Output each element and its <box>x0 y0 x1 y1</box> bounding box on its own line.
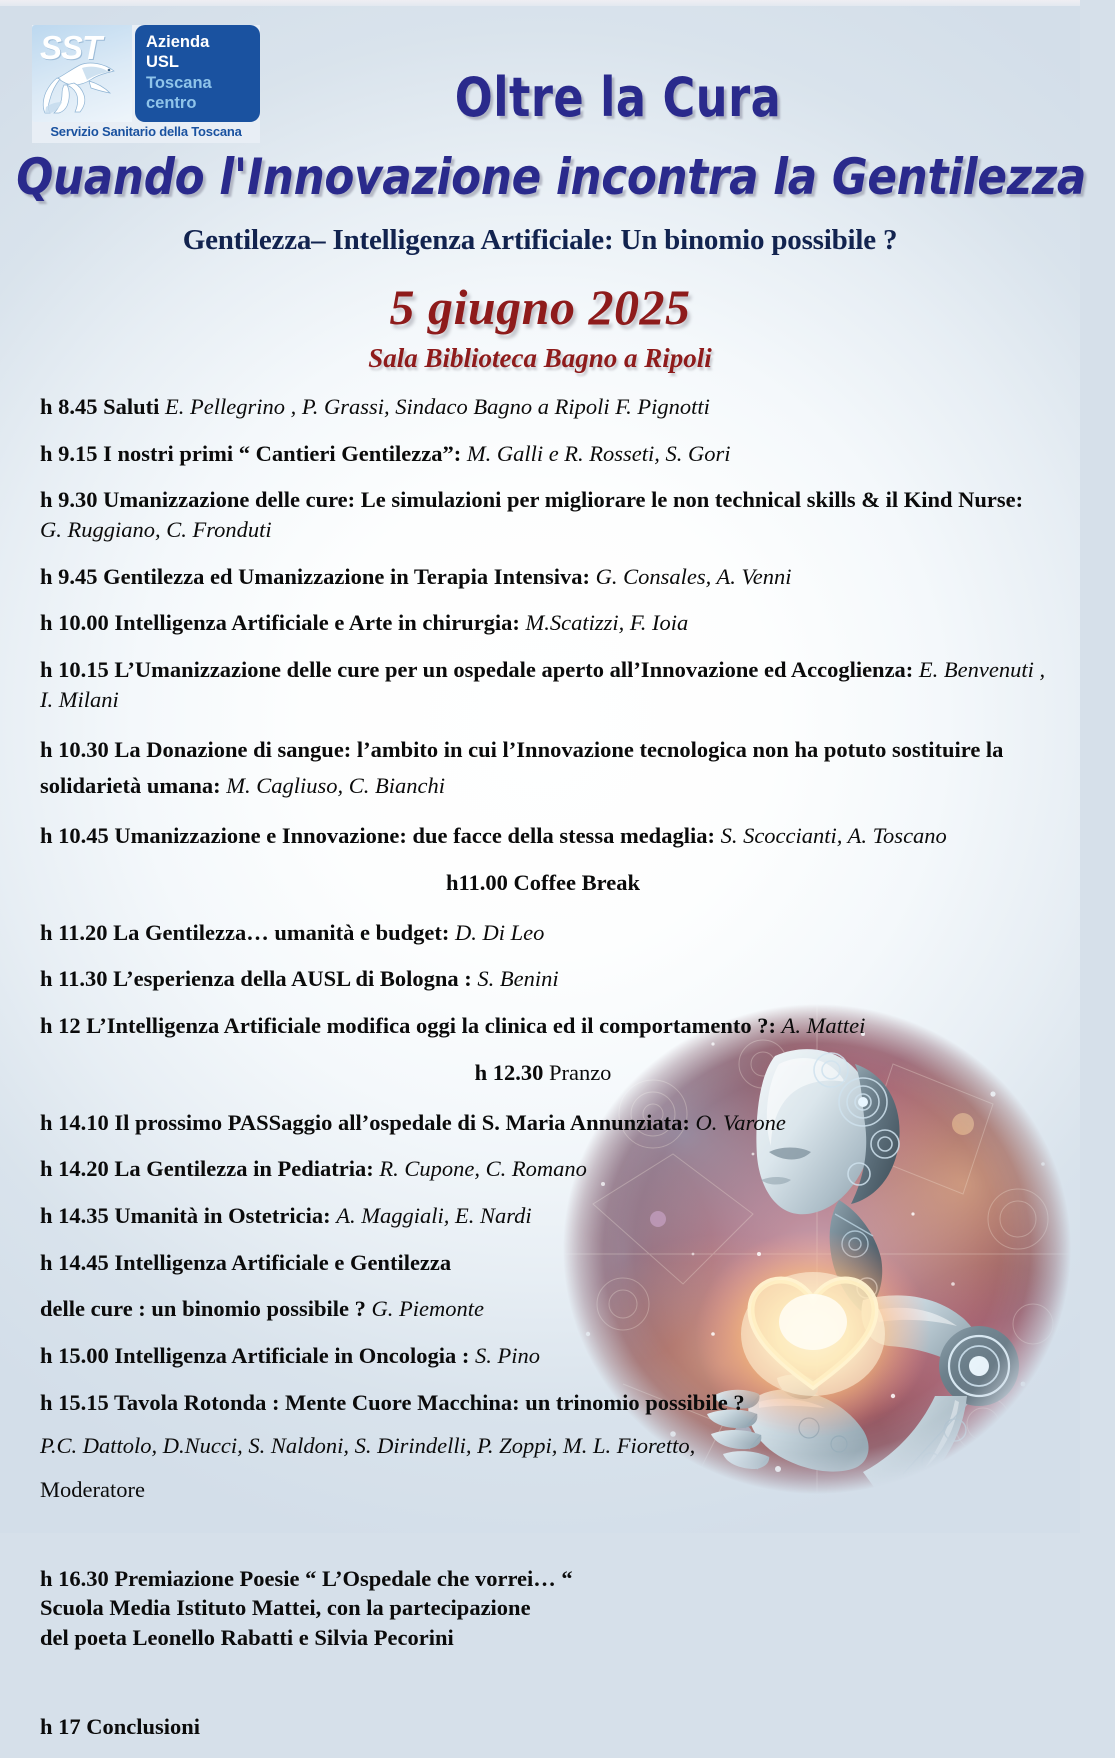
poster-subtitle: Gentilezza– Intelligenza Artificiale: Un binomio possibile ? <box>182 224 898 256</box>
program-title: I nostri primi “ Cantieri Gentilezza”: <box>103 440 462 466</box>
pegasus-icon <box>34 55 130 119</box>
program-time: h 14.35 <box>40 1202 109 1228</box>
round-table-panelists: P.C. Dattolo, D.Nucci, S. Naldoni, S. Dirindelli, P. Zoppi, M. L. Fioretto, <box>40 1433 696 1459</box>
program-item <box>40 655 1046 714</box>
program-time: h 14.20 <box>40 1156 109 1182</box>
program-item <box>40 1011 1046 1041</box>
program-time: h 10.45 <box>40 823 109 849</box>
program-time: h 9.30 <box>40 487 98 513</box>
program-title: Umanizzazione delle cure: Le simulazioni per migliorare le non technical skills & il Kind Nurse: <box>103 487 1024 513</box>
round-table-moderator: Moderatore <box>40 1477 145 1502</box>
round-table-title-row <box>40 1388 1046 1418</box>
ai-session-line1: h 14.45 Intelligenza Artificiale e Gentilezza <box>40 1249 452 1275</box>
oncology-title: h 15.00 Intelligenza Artificiale in Oncologia : <box>40 1342 470 1368</box>
program-title: L’Umanizzazione delle cure per un ospedale aperto all’Innovazione ed Accoglienza: <box>114 657 914 683</box>
program-time: h 14.10 <box>40 1109 109 1135</box>
program-speakers: O. Varone <box>695 1109 786 1135</box>
event-date: 5 giugno 2025 <box>389 279 691 335</box>
poster-header <box>0 0 1086 392</box>
program-speakers: S. Scoccianti, A. Toscano <box>720 823 947 849</box>
lunch-time: h 12.30 <box>474 1059 544 1085</box>
program-item <box>40 608 1046 638</box>
ai-session-line2-title: delle cure : un binomio possibile ? <box>40 1296 366 1322</box>
awards-line2: Scuola Media Istituto Mattei, con la partecipazione <box>40 1595 531 1621</box>
logo-line-toscana: Toscana <box>146 73 212 92</box>
program-item <box>40 392 1046 422</box>
program-item <box>40 1108 1046 1138</box>
program-item-ai-line1 <box>40 1248 1046 1278</box>
program-speakers: M. Cagliuso, C. Bianchi <box>226 772 446 798</box>
program-speakers: D. Di Leo <box>455 919 545 945</box>
program-item <box>40 439 1046 469</box>
sst-logo-left <box>32 25 132 122</box>
program-item <box>40 562 1046 592</box>
program-title: La Gentilezza… umanità e budget: <box>113 919 450 945</box>
program-time: h 10.15 <box>40 657 109 683</box>
program-title: L’Intelligenza Artificiale modifica oggi la clinica ed il comportamento ?: <box>86 1013 776 1039</box>
program-speakers: M.Scatizzi, F. Ioia <box>525 610 689 636</box>
program-time: h 12 <box>40 1013 81 1039</box>
section-spacer <box>40 1522 1046 1564</box>
program-speakers: S. Benini <box>477 966 559 992</box>
program-time: h 11.30 <box>40 966 108 992</box>
program-item <box>40 1201 1046 1231</box>
round-table-moderator-row <box>40 1475 1046 1505</box>
program-title: Intelligenza Artificiale e Arte in chirurgia: <box>114 610 520 636</box>
program-item <box>40 732 1046 805</box>
program-title: La Gentilezza in Pediatria: <box>114 1156 374 1182</box>
program-item <box>40 485 1046 544</box>
lunch-break <box>40 1058 1046 1088</box>
program-item-ai-line2 <box>40 1294 1046 1324</box>
program-item <box>40 821 1046 851</box>
program-title: L’esperienza della AUSL di Bologna : <box>113 966 472 992</box>
program-item <box>40 964 1046 994</box>
program-time: h 11.20 <box>40 919 108 945</box>
program-item <box>40 1154 1046 1184</box>
program-speakers: E. Pellegrino , P. Grassi, Sindaco Bagno a Ripoli F. Pignotti <box>165 394 710 419</box>
round-table-panelists-row <box>40 1431 1046 1461</box>
awards-line3: del poeta Leonello Rabatti e Silvia Pecorini <box>40 1625 454 1651</box>
lunch-label: Pranzo <box>548 1059 612 1085</box>
program-speakers: A. Mattei <box>781 1013 866 1039</box>
program-speakers: M. Galli e R. Rosseti, S. Gori <box>466 440 731 466</box>
program-title: Umanità in Ostetricia: <box>114 1202 331 1228</box>
ai-session-line2-speaker: G. Piemonte <box>371 1296 484 1322</box>
program-schedule <box>0 392 1080 1758</box>
program-title: Gentilezza ed Umanizzazione in Terapia Intensiva: <box>103 563 590 589</box>
sst-acronym: SST <box>40 29 102 66</box>
program-title: La Donazione di sangue: l’ambito in cui l’Innovazione tecnologica non ha potuto sostituire la solidarietà umana: <box>40 736 1004 798</box>
program-speakers: E. Benvenuti , I. Milani <box>40 657 1046 712</box>
logo-line-azienda: Azienda <box>146 33 210 51</box>
program-speakers: G. Ruggiano, C. Fronduti <box>40 517 272 543</box>
program-time: h 9.45 <box>40 563 98 589</box>
program-speakers: A. Maggiali, E. Nardi <box>336 1202 532 1228</box>
oncology-speakers: S. Pino <box>474 1342 540 1368</box>
program-item-oncology <box>40 1341 1046 1371</box>
event-venue: Sala Biblioteca Bagno a Ripoli <box>368 343 712 373</box>
conclusions-row <box>40 1712 1046 1742</box>
program-title: Umanizzazione e Innovazione: due facce della stessa medaglia: <box>114 823 715 849</box>
program-time-title: h 8.45 Saluti <box>40 394 160 419</box>
program-speakers: R. Cupone, C. Romano <box>379 1156 587 1182</box>
coffee-break-label: h11.00 Coffee Break <box>446 870 640 896</box>
program-time: h 9.15 <box>40 440 98 466</box>
program-title: Il prossimo PASSaggio all’ospedale di S. Maria Annunziata: <box>114 1109 690 1135</box>
program-item <box>40 918 1046 948</box>
program-time: h 10.00 <box>40 610 109 636</box>
round-table-title: h 15.15 Tavola Rotonda : Mente Cuore Macchina: un trinomio possibile ? <box>40 1389 745 1415</box>
poster-title-line2: Quando l'Innovazione incontra la Gentilezza <box>16 148 1086 206</box>
program-time: h 10.30 <box>40 736 109 762</box>
awards-section <box>40 1564 1046 1653</box>
program-speakers: G. Consales, A. Venni <box>595 563 792 589</box>
poster-title-line1: Oltre la Cura <box>454 66 782 129</box>
logo-line-usl: USL <box>146 53 179 72</box>
section-spacer <box>40 1670 1046 1712</box>
coffee-break <box>40 868 1046 898</box>
logo-line-centro: centro <box>146 93 197 112</box>
awards-line1: h 16.30 Premiazione Poesie “ L’Ospedale che vorrei… “ <box>40 1565 573 1591</box>
conclusions-label: h 17 Conclusioni <box>40 1713 201 1739</box>
logo-caption: Servizio Sanitario della Toscana <box>50 124 242 139</box>
